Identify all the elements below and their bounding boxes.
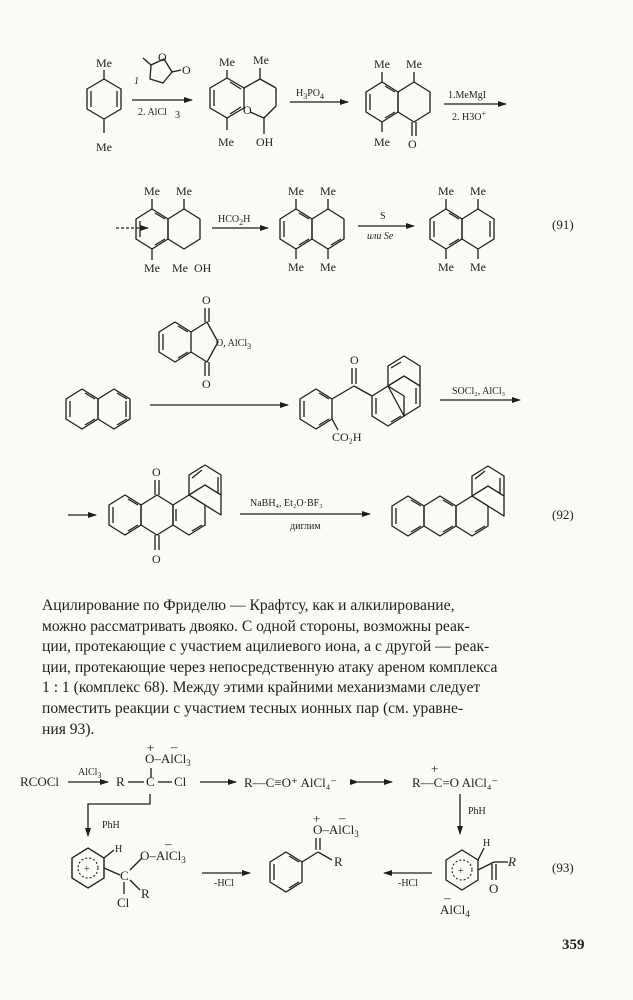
tetralone	[366, 57, 430, 151]
p-xylene-structure	[87, 56, 121, 154]
alkyl-group-label: R	[334, 854, 343, 869]
sigma-complex-right	[440, 838, 516, 919]
step-number: 1	[134, 76, 139, 87]
reagent-alcl3: AlCl$_3$	[78, 767, 102, 780]
methyl-label: Me	[406, 57, 422, 71]
sigma-complex-left	[72, 836, 186, 910]
oxygen-alcl3-label: O–AlCl$_3$	[140, 848, 186, 865]
methyl-label: Me	[218, 135, 234, 149]
methyl-label: Me	[253, 53, 269, 67]
ketone-oxygen: O	[350, 353, 359, 367]
complex-oxygen-alcl3: O–AlCl$_3$	[145, 751, 191, 768]
acyl-chloride-label: RCOCl	[20, 774, 60, 789]
aryl-pentanoic-acid	[210, 53, 276, 149]
hcl-elimination-right: -HCl	[398, 878, 418, 889]
carboxyl-label: CO₂H	[332, 430, 362, 444]
paragraph-line: Ацилирование по Фриделю — Крафтсу, как и алкилирование,	[42, 597, 455, 614]
aluminum-minus-sign: –	[171, 739, 178, 754]
methyl-label: Me	[438, 184, 454, 198]
anhydride-oxygen: O	[202, 377, 211, 391]
alkyl-group-label: R	[508, 854, 516, 869]
methyl-label: Me	[172, 261, 188, 275]
methyl-label: Me	[144, 184, 160, 198]
reagent-h3po4: $H_3PO_4$	[296, 88, 325, 101]
paragraph-line: можно рассматривать двояко. С одной стороны, возможны реак-	[42, 617, 470, 635]
anhydride-reagent-label: O, AlCl$_3$	[216, 338, 252, 351]
solvent-diglyme: диглим	[290, 521, 321, 532]
phthalic-anhydride	[159, 293, 251, 391]
carbon-label: C	[120, 868, 129, 883]
product-oxygen-alcl3: O–AlCl$_3$	[313, 822, 359, 839]
body-paragraph	[42, 596, 583, 740]
lactone-ring-oxygen: O	[158, 50, 167, 64]
alkyl-group-label: R	[141, 886, 150, 901]
methyl-label: Me	[438, 260, 454, 274]
oxygen-label: O	[489, 881, 499, 896]
paragraph-line: поместить реакции с участием тесных ионных пар (см. уравне-	[42, 699, 464, 717]
acylium-ion: R—C≡O⁺ AlCl₄⁻	[244, 775, 338, 790]
cation-plus-sign: +	[431, 761, 439, 776]
aluminate-minus-sign: –	[444, 890, 451, 905]
ring-plus-sign: +	[458, 866, 464, 877]
methyl-label: Me	[470, 260, 486, 274]
methyl-label: Me	[470, 184, 486, 198]
methyl-label: Me	[96, 140, 112, 154]
paragraph-line: ции, протекающие с участием ацилиевого иона, а с другой — реак-	[42, 638, 490, 656]
dihydronaphthalene	[280, 184, 344, 274]
methyl-label: Me	[144, 261, 160, 275]
reagent-grignard: 1.MeMgI	[448, 90, 487, 101]
equation-number-93: (93)	[552, 860, 574, 875]
benzene-label: PhH	[102, 820, 120, 831]
paragraph-line: ния 93).	[42, 720, 95, 738]
naphthoyl-benzoic-acid	[300, 353, 420, 444]
lactone-carbonyl-oxygen: O	[182, 63, 191, 77]
alkyl-group-label: R	[116, 774, 125, 789]
tetrachloroaluminate-label: AlCl$_4$	[440, 902, 470, 919]
methyl-label: Me	[219, 55, 235, 69]
paragraph-line: 1 : 1 (комплекс 68). Между этими крайними механизмами следует	[42, 679, 481, 697]
page-number: 359	[562, 937, 585, 953]
methyl-label: Me	[374, 135, 390, 149]
naphthalene	[66, 389, 130, 429]
product-plus-sign: +	[313, 811, 321, 826]
benzene-label: PhH	[468, 806, 486, 817]
hydrogen-label: H	[115, 844, 123, 855]
hydroxyl-label: OH	[256, 135, 274, 149]
carbon-label: C	[146, 774, 155, 789]
chlorine-label: Cl	[174, 774, 187, 789]
reagent-hydrolysis: 2. H3O+	[452, 109, 486, 123]
quinone-oxygen: O	[152, 552, 161, 566]
anhydride-oxygen: O	[202, 293, 211, 307]
scheme-92	[66, 293, 574, 566]
reagent-selenium: или Se	[367, 231, 394, 242]
benzanthraquinone	[109, 465, 221, 566]
methyl-label: Me	[288, 184, 304, 198]
reagent-formic-acid: $HCO_2H$	[218, 214, 251, 227]
benzanthracene	[392, 466, 504, 536]
svg-text:3: 3	[175, 110, 180, 121]
methyl-label: Me	[320, 260, 336, 274]
reagent-thionyl-chloride: SOCl₂, AlCl₃	[452, 386, 506, 397]
methyl-label: Me	[288, 260, 304, 274]
reagent-alcl3: 2. AlCl	[138, 107, 167, 118]
lactone-reagent	[134, 50, 191, 87]
ring-plus-sign: +	[84, 864, 90, 875]
aluminum-minus-sign: –	[339, 810, 346, 825]
equation-number-92: (92)	[552, 507, 574, 522]
methyl-label: Me	[176, 184, 192, 198]
aluminum-minus-sign: –	[165, 836, 172, 851]
tertiary-alcohol	[136, 184, 212, 275]
carbonyl-oxygen: O	[243, 103, 252, 117]
methyl-label: Me	[320, 184, 336, 198]
methyl-label: Me	[374, 57, 390, 71]
quinone-oxygen: O	[152, 465, 161, 479]
equation-number-91: (91)	[552, 217, 574, 232]
methyl-label: Me	[96, 56, 112, 70]
hydroxyl-label: OH	[194, 261, 212, 275]
scheme-91	[87, 50, 574, 275]
tetramethylnaphthalene	[430, 184, 494, 274]
aryl-ketone-complex	[270, 810, 359, 892]
acyl-cation-pair: R—C=O AlCl₄⁻	[412, 775, 499, 790]
reagent-borohydride: NaBH₄, Et₂O·BF₃	[250, 498, 323, 509]
scheme-93	[20, 739, 574, 919]
complex-plus-sign: +	[147, 740, 155, 755]
hydrogen-label: H	[483, 838, 491, 849]
chlorine-label: Cl	[117, 895, 130, 910]
paragraph-line: ции, протекающие через непосредственную атаку ареном комплекса	[42, 658, 498, 676]
hcl-elimination-left: -HCl	[214, 878, 234, 889]
reagent-sulfur: S	[380, 211, 386, 222]
ketone-oxygen: O	[408, 137, 417, 151]
